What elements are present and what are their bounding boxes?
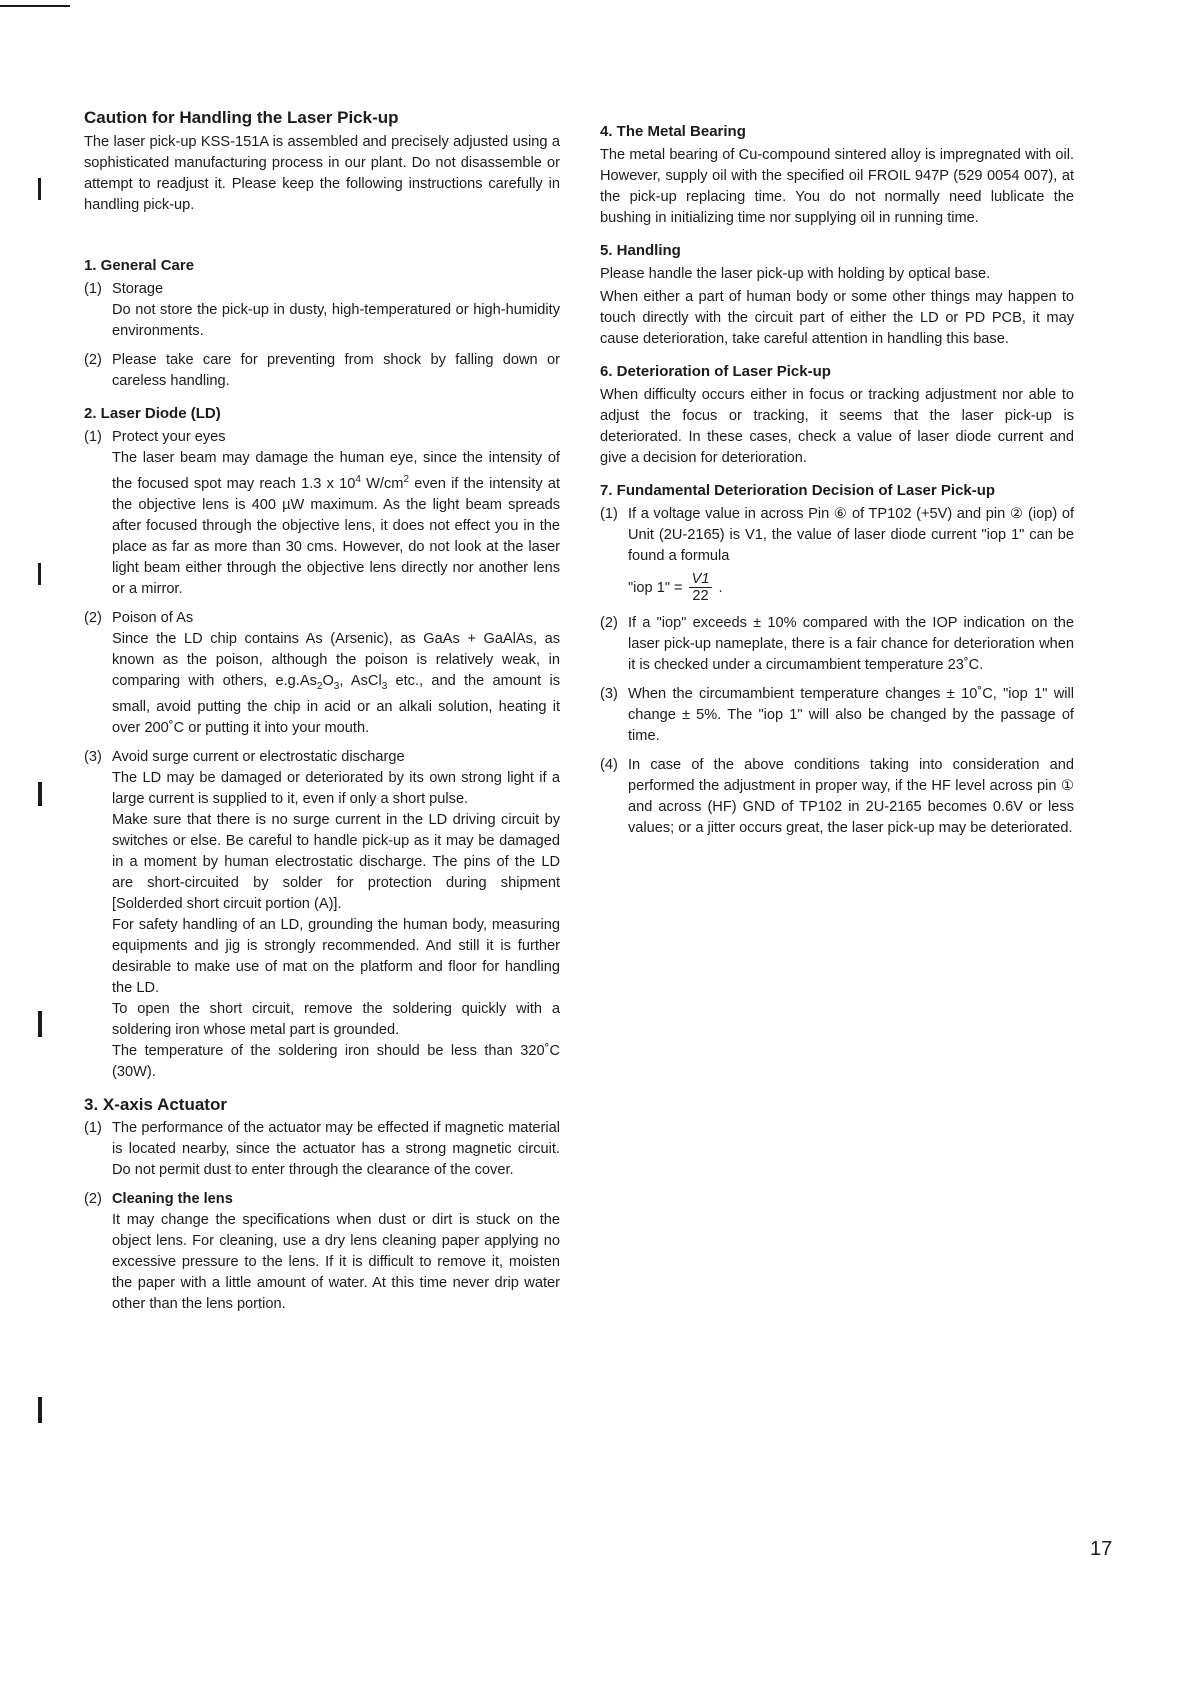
scan-mark — [38, 1011, 42, 1037]
section-text: When difficulty occurs either in focus or tracking adjustment nor able to adjust the focus or tracking, it seems that the laser pick-up is deteriorated. In these cases, check a value of laser diode current and give a decision for deterioration. — [600, 387, 1074, 466]
iop-formula: "iop 1" = $\frac{V1}{22}$ . — [628, 571, 723, 604]
formula-numerator: V1 — [689, 571, 713, 588]
left-column — [84, 108, 560, 1327]
section-heading: 3. X-axis Actuator — [84, 1094, 227, 1114]
item-number: (3) — [84, 748, 102, 765]
item-text: Please take care for preventing from shock by falling down or careless handling. — [112, 352, 560, 389]
item-text: The LD may be damaged or deteriorated by its own strong light if a large current is supplied to it, even if only a short pulse. — [112, 769, 560, 807]
item-text: Do not store the pick-up in dusty, high-temperatured or high-humidity environments. — [112, 302, 560, 339]
section-text: Please handle the laser pick-up with holding by optical base. — [600, 266, 991, 282]
scan-mark-top — [0, 5, 70, 7]
item-subheading: Poison of As — [112, 609, 194, 626]
item-number: (1) — [84, 429, 102, 445]
intro-paragraph: The laser pick-up KSS-151A is assembled and precisely adjusted using a sophisticated manufacturing process in our plant. Do not disassemble or attempt to readjust it. Please keep the following instructions carefully in handling pick-up. — [84, 134, 560, 213]
list-item — [600, 504, 1074, 605]
list-item — [84, 1189, 560, 1315]
list-item — [84, 1118, 560, 1181]
item-text: Make sure that there is no surge current in the LD driving circuit by switches or else. Be careful to handle pick-up as it may be damaged in a moment by human electrostatic discharge. The pins of the LD are short-circuited by solder for protection during shipment [Solderded short circuit portion (A)]. — [112, 811, 560, 912]
section-heading: 4. The Metal Bearing — [600, 123, 746, 140]
item-number: (2) — [84, 352, 102, 368]
item-text: Since the LD chip contains As (Arsenic), as GaAs + GaAlAs, as known as the poison, although the poison is relatively weak, in comparing with others, $e.g.As_2O_3$, AsCl$_3$ etc., and the amount is small, avoid putting the chip in acid or an alkali solution, heating it over 200˚C or putting it into your mouth. — [112, 630, 560, 736]
section-handling — [600, 241, 1074, 350]
item-text: If a "iop" exceeds ± 10% compared with the IOP indication on the laser pick-up nameplate, there is a fair chance for deterioration when it is checked under a circumambient temperature 23˚C. — [628, 615, 1074, 673]
item-text: In case of the above conditions taking into consideration and performed the adjustment in proper way, if the HF level across pin ① and across (HF) GND of TP102 in 2U-2165 becomes 0.6V or less values; or a jitter occurs great, the laser pick-up may be deteriorated. — [628, 757, 1074, 836]
item-number: (1) — [600, 506, 618, 522]
item-subheading: Cleaning the lens — [112, 1190, 233, 1207]
item-subheading: Storage — [112, 281, 164, 297]
section-deterioration-decision — [600, 481, 1074, 839]
item-number: (2) — [84, 609, 102, 626]
item-text: If a voltage value in across Pin ⑥ of TP102 (+5V) and pin ② (iop) of Unit (2U-2165) is V1, the value of laser diode current "iop 1" can be found a formula — [628, 506, 1074, 564]
section-heading: 5. Handling — [600, 242, 681, 259]
list-item — [84, 427, 560, 600]
section-general-care — [84, 256, 560, 392]
section-heading: 2. Laser Diode (LD) — [84, 405, 221, 422]
item-text: For safety handling of an LD, grounding the human body, measuring equipments and jig is strongly recommended. And still it is further desirable to make use of mat on the platform and floor for handling the LD. — [112, 916, 560, 996]
section-deterioration — [600, 362, 1074, 469]
section-laser-diode — [84, 404, 560, 1083]
page-number: 17 — [1090, 1538, 1113, 1560]
list-item — [600, 613, 1074, 676]
section-metal-bearing — [600, 122, 1074, 229]
right-column — [600, 122, 1074, 851]
scan-mark — [38, 563, 41, 585]
item-text: The laser beam may damage the human eye, since the intensity of the focused spot may reach 1.3 x $10^4$ $W/cm^2$ even if the intensity at the objective lens is 400 µW maximum. As the light beam spreads after focused through the objective lens, it does not effect you in the place as far as more than 30 cms. However, do not look at the laser light beam either through the objective lens directly nor another lens or a mirror. — [112, 450, 560, 597]
formula-denominator: 22 — [692, 588, 709, 604]
list-item — [84, 350, 560, 392]
item-number: (2) — [84, 1190, 102, 1207]
section-text: When either a part of human body or some other things may happen to touch directly with the circuit part of either the LD or PD PCB, it may cause deterioration, take careful attention in handling this base. — [600, 289, 1074, 347]
item-subheading: Protect your eyes — [112, 429, 226, 445]
list-item — [84, 747, 560, 1083]
scan-mark — [38, 1397, 42, 1423]
list-item — [84, 608, 560, 739]
item-text: To open the short circuit, remove the soldering quickly with a soldering iron whose metal part is grounded. — [112, 1000, 560, 1038]
item-subheading: Avoid surge current or electrostatic discharge — [112, 748, 405, 765]
item-number: (1) — [84, 1119, 102, 1136]
section-x-axis-actuator — [84, 1095, 560, 1315]
item-number: (3) — [600, 686, 618, 702]
item-number: (1) — [84, 281, 102, 297]
scan-mark — [38, 782, 42, 806]
section-heading: 6. Deterioration of Laser Pick-up — [600, 363, 831, 380]
list-item — [84, 279, 560, 342]
list-item — [600, 755, 1074, 839]
item-text: When the circumambient temperature changes ± 10˚C, "iop 1" will change ± 5%. The "iop 1" will also be changed by the passage of time. — [628, 686, 1074, 744]
item-text: The performance of the actuator may be effected if magnetic material is located nearby, since the actuator has a strong magnetic circuit. Do not permit dust to enter through the clearance of the cover. — [112, 1119, 560, 1178]
list-item — [600, 684, 1074, 747]
item-number: (2) — [600, 615, 618, 631]
item-text: It may change the specifications when dust or dirt is stuck on the object lens. For cleaning, use a dry lens cleaning paper applying no excessive pressure to the lens. If it is difficult to remove it, moisten the paper with a little amount of water. At this time never drip water other than the lens portion. — [112, 1211, 560, 1312]
item-number: (4) — [600, 757, 618, 773]
section-heading: 7. Fundamental Deterioration Decision of Laser Pick-up — [600, 482, 996, 499]
section-text: The metal bearing of Cu-compound sintered alloy is impregnated with oil. However, supply oil with the specified oil FROIL 947P (529 0054 007), at the pick-up replacing time. You do not normally need lublicate the bushing in initializing time nor supplying oil in running time. — [600, 147, 1074, 226]
scan-mark — [38, 178, 41, 200]
item-text: The temperature of the soldering iron should be less than 320˚C (30W). — [112, 1042, 560, 1080]
page-title: Caution for Handling the Laser Pick-up — [84, 108, 399, 127]
section-heading: 1. General Care — [84, 257, 195, 274]
